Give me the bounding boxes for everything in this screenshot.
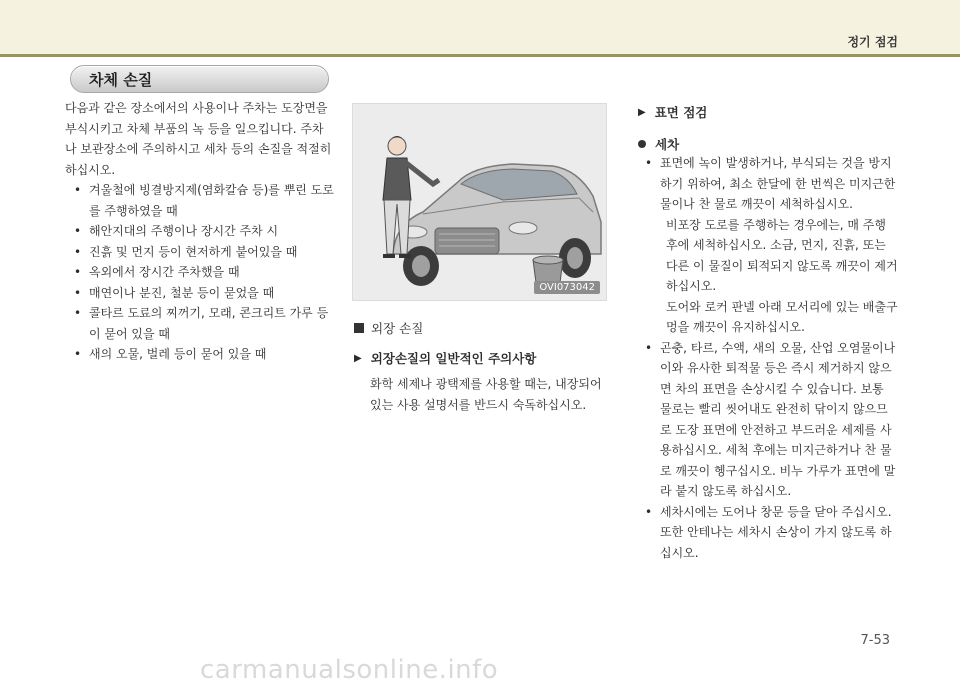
figure-code: OVI073042 bbox=[534, 281, 600, 294]
list-item: • 해안지대의 주행이나 장시간 주차 시 bbox=[74, 224, 279, 238]
list-item: • 세차시에는 도어나 창문 등을 닫아 주십시오. 또한 안테나는 세차시 손상이 가지 않도록 하십시오. bbox=[645, 504, 892, 560]
right-column bbox=[636, 103, 898, 563]
list-item: • 콜타르 도료의 찌꺼기, 모래, 콘크리트 가루 등이 묻어 있을 때 bbox=[74, 306, 329, 341]
section-title-pill bbox=[70, 65, 329, 93]
header-rule bbox=[0, 54, 960, 57]
general-precautions-heading: ▶ 외장손질의 일반적인 주의사항 bbox=[354, 351, 537, 366]
triangle-right-icon: ▶ bbox=[354, 352, 362, 364]
middle-column bbox=[352, 103, 607, 415]
watermark: carmanualsonline.info bbox=[200, 655, 499, 685]
square-bullet-icon bbox=[354, 323, 364, 333]
page-header bbox=[0, 0, 960, 55]
circle-bullet-icon bbox=[638, 140, 646, 148]
car-illustration bbox=[353, 104, 606, 300]
page-number: 7-53 bbox=[860, 633, 890, 648]
list-item: • 곤충, 타르, 수액, 새의 오물, 산업 오염물이나 이와 유사한 퇴적물 등은 즉시 제거하지 않으면 차의 표면을 손상시킬 수 있습니다. 보통 물로는 빨리 씻어내도 완전히 닦이지 않으므로 도장 표면에 안전하고 부드러운 세제를 사용하십시오. 세척 후에는 미지근하거나 찬 물로 깨끗이 헹구십시오. 비누 가루가 표면에 말라 붙지 않도록 하십시오. bbox=[645, 340, 896, 498]
chapter-title: 정기 점검 bbox=[847, 35, 898, 49]
list-item-paragraph: 도어와 로커 판넬 아래 모서리에 있는 배출구멍을 깨끗이 유지하십시오. bbox=[666, 299, 898, 334]
triangle-right-icon: ▶ bbox=[638, 106, 646, 118]
list-item-paragraph: 비포장 도로를 주행하는 경우에는, 매 주행 후에 세척하십시오. 소금, 먼지, 진흙, 또는 다른 이 물질이 퇴적되지 않도록 깨끗이 제거하십시오. bbox=[666, 217, 898, 293]
list-item: • 표면에 녹이 발생하거나, 부식되는 것을 방지하기 위하여, 최소 한달에 한 번씩은 미지근한 물이나 찬 물로 깨끗이 세척하십시오. bbox=[645, 156, 896, 211]
condition-list bbox=[65, 180, 335, 365]
surface-check-heading: ▶ 표면 점검 bbox=[638, 105, 708, 120]
list-item: • 새의 오물, 벌레 등이 묻어 있을 때 bbox=[74, 347, 267, 361]
list-item: • 진흙 및 먼지 등이 현저하게 붙어있을 때 bbox=[74, 244, 298, 259]
section-title: 차체 손질 bbox=[89, 71, 153, 89]
intro-paragraph: 다음과 같은 장소에서의 사용이나 주차는 도장면을 부식시키고 차체 부품의 녹 등을 일으킵니다. 주차나 보관장소에 주의하시고 세차 등의 손질을 적절히 하십시오. bbox=[65, 101, 332, 177]
car-wash-list bbox=[636, 153, 898, 215]
list-item: • 매연이나 분진, 철분 등이 묻었을 때 bbox=[74, 285, 275, 300]
car-wash-list-continued bbox=[636, 338, 898, 564]
list-item: • 겨울철에 빙결방지제(염화칼슘 등)를 뿌린 도로를 주행하였을 때 bbox=[74, 183, 334, 218]
left-column bbox=[65, 98, 335, 365]
list-item: • 옥외에서 장시간 주차했을 때 bbox=[74, 265, 240, 279]
exterior-care-heading: 외장 손질 bbox=[352, 319, 607, 337]
car-washing-illustration bbox=[352, 103, 607, 301]
car-wash-heading: 세차 bbox=[636, 135, 898, 153]
precaution-text: 화학 세제나 광택제를 사용할 때는, 내장되어 있는 사용 설명서를 반드시 숙독하십시오. bbox=[370, 377, 602, 412]
